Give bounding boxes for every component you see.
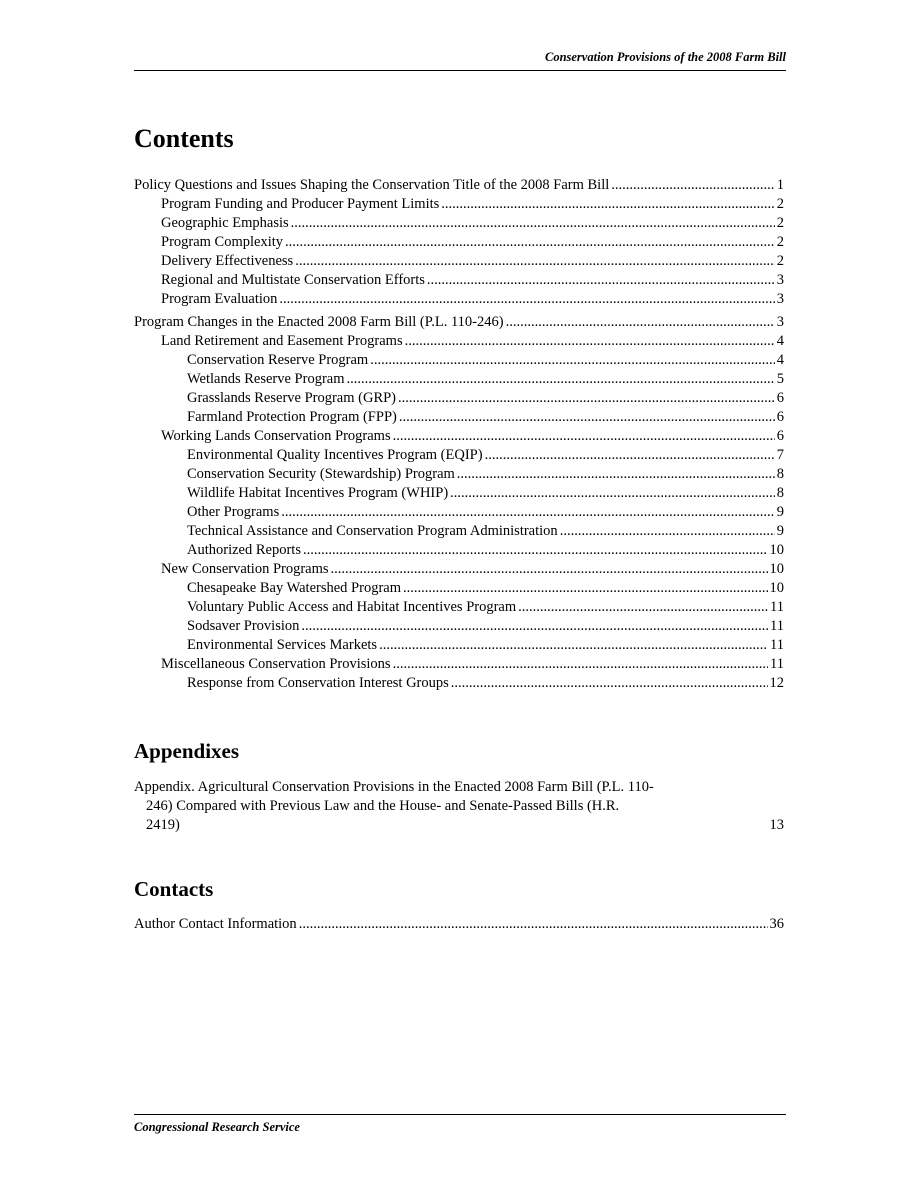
toc-entry[interactable] xyxy=(134,272,784,291)
contacts-list xyxy=(134,916,784,935)
toc-entry-title: Program Changes in the Enacted 2008 Farm Bill (P.L. 110-246) xyxy=(134,314,504,330)
page-number: 7 xyxy=(776,447,784,463)
toc-entry-title: Program Evaluation xyxy=(161,291,278,307)
page-number: 3 xyxy=(776,272,784,288)
toc-entry-title: Conservation Reserve Program xyxy=(187,352,369,368)
toc-entry-title: Miscellaneous Conservation Provisions xyxy=(161,656,391,672)
dot-leader xyxy=(301,618,768,635)
table-of-contents xyxy=(134,177,784,694)
dot-leader xyxy=(303,542,768,559)
dot-leader xyxy=(427,272,775,289)
page-number: 10 xyxy=(769,542,784,558)
toc-entry[interactable] xyxy=(134,618,784,637)
dot-leader xyxy=(506,314,775,331)
toc-entry-title: Program Funding and Producer Payment Limits xyxy=(161,196,440,212)
toc-entry-title: Response from Conservation Interest Groups xyxy=(187,675,449,691)
toc-entry-title: Wildlife Habitat Incentives Program (WHIP) xyxy=(187,485,449,501)
toc-entry[interactable] xyxy=(134,291,784,310)
toc-entry-title: Environmental Services Markets xyxy=(187,637,378,653)
appendix-entry-line: Appendix. Agricultural Conservation Provisions in the Enacted 2008 Farm Bill (P.L. 110- xyxy=(134,779,654,795)
toc-entry-title: Regional and Multistate Conservation Efforts xyxy=(161,272,425,288)
page-number: 11 xyxy=(770,618,784,634)
appendix-toc-entry[interactable] xyxy=(134,778,784,835)
toc-entry[interactable] xyxy=(134,390,784,409)
toc-entry[interactable] xyxy=(134,314,784,333)
toc-entry-title: Author Contact Information xyxy=(134,916,297,932)
toc-entry[interactable] xyxy=(134,466,784,485)
page-number: 4 xyxy=(776,333,784,349)
toc-entry-title: Chesapeake Bay Watershed Program xyxy=(187,580,401,596)
toc-entry[interactable] xyxy=(134,599,784,618)
toc-entry-title: Program Complexity xyxy=(161,234,284,250)
page-number: 13 xyxy=(769,817,784,833)
toc-entry-title: Sodsaver Provision xyxy=(187,618,300,634)
page-number: 4 xyxy=(776,352,784,368)
dot-leader xyxy=(393,428,775,445)
dot-leader xyxy=(279,291,774,308)
page-number: 9 xyxy=(776,504,784,520)
toc-entry[interactable] xyxy=(134,561,784,580)
page-number: 3 xyxy=(776,314,784,330)
toc-entry-title: Land Retirement and Easement Programs xyxy=(161,333,403,349)
toc-entry[interactable] xyxy=(134,447,784,466)
toc-entry[interactable] xyxy=(134,196,784,215)
dot-leader xyxy=(403,580,768,597)
page-number: 2 xyxy=(776,196,784,212)
page-number: 1 xyxy=(776,177,784,193)
appendix-entry-line: 246) Compared with Previous Law and the House- and Senate-Passed Bills (H.R. xyxy=(146,798,620,814)
dot-leader xyxy=(370,352,775,369)
appendix-entry-line: 2419) xyxy=(146,817,180,833)
toc-entry[interactable] xyxy=(134,352,784,371)
page-number: 8 xyxy=(776,485,784,501)
dot-leader xyxy=(291,215,775,232)
toc-entry[interactable] xyxy=(134,333,784,352)
toc-entry-title: Technical Assistance and Conservation Program Administration xyxy=(187,523,558,539)
toc-entry-title: Policy Questions and Issues Shaping the Conservation Title of the 2008 Farm Bill xyxy=(134,177,610,193)
page-number: 11 xyxy=(770,656,784,672)
toc-entry-title: Geographic Emphasis xyxy=(161,215,289,231)
toc-entry[interactable] xyxy=(134,675,784,694)
toc-entry-title: Wetlands Reserve Program xyxy=(187,371,345,387)
page-number: 9 xyxy=(776,523,784,539)
page-number: 11 xyxy=(770,637,784,653)
toc-entry-title: Voluntary Public Access and Habitat Incentives Program xyxy=(187,599,517,615)
dot-leader xyxy=(611,177,774,194)
appendixes-heading: Appendixes xyxy=(134,739,240,763)
page-number: 5 xyxy=(776,371,784,387)
dot-leader xyxy=(441,196,774,213)
dot-leader xyxy=(457,466,775,483)
dot-leader xyxy=(379,637,768,654)
dot-leader xyxy=(295,253,775,270)
toc-entry[interactable] xyxy=(134,637,784,656)
page-number: 12 xyxy=(769,675,784,691)
toc-entry[interactable] xyxy=(134,504,784,523)
dot-leader xyxy=(485,447,775,464)
page-number: 11 xyxy=(770,599,784,615)
page-number: 6 xyxy=(776,428,784,444)
toc-entry-title: Other Programs xyxy=(187,504,280,520)
page-number: 2 xyxy=(776,234,784,250)
dot-leader xyxy=(281,504,775,521)
dot-leader xyxy=(451,675,768,692)
dot-leader xyxy=(285,234,775,251)
toc-entry-title: Authorized Reports xyxy=(187,542,301,558)
dot-leader xyxy=(331,561,768,578)
page-number: 2 xyxy=(776,215,784,231)
toc-entry[interactable] xyxy=(134,215,784,234)
toc-entry[interactable] xyxy=(134,253,784,272)
toc-entry[interactable] xyxy=(134,428,784,447)
toc-entry[interactable] xyxy=(134,485,784,504)
dot-leader xyxy=(560,523,775,540)
dot-leader xyxy=(299,916,768,933)
page-number: 10 xyxy=(769,561,784,577)
toc-entry[interactable] xyxy=(134,523,784,542)
toc-entry[interactable] xyxy=(134,371,784,390)
toc-entry[interactable] xyxy=(134,177,784,196)
dot-leader xyxy=(450,485,775,502)
toc-entry-title: New Conservation Programs xyxy=(161,561,329,577)
toc-entry-title: Farmland Protection Program (FPP) xyxy=(187,409,397,425)
dot-leader xyxy=(518,599,768,616)
running-header: Conservation Provisions of the 2008 Farm Bill xyxy=(134,50,786,71)
page-number: 10 xyxy=(769,580,784,596)
toc-entry[interactable] xyxy=(134,234,784,253)
toc-entry-title: Working Lands Conservation Programs xyxy=(161,428,391,444)
toc-entry[interactable] xyxy=(134,580,784,599)
toc-entry[interactable] xyxy=(134,656,784,675)
toc-entry[interactable] xyxy=(134,409,784,428)
toc-entry[interactable] xyxy=(134,542,784,561)
toc-entry-title: Delivery Effectiveness xyxy=(161,253,294,269)
dot-leader xyxy=(393,656,768,673)
toc-entry[interactable] xyxy=(134,916,784,935)
contents-heading: Contents xyxy=(134,124,234,153)
page-number: 2 xyxy=(776,253,784,269)
dot-leader xyxy=(405,333,775,350)
toc-entry-title: Conservation Security (Stewardship) Program xyxy=(187,466,455,482)
page-number: 6 xyxy=(776,409,784,425)
running-footer: Congressional Research Service xyxy=(134,1114,786,1135)
toc-entry-title: Grasslands Reserve Program (GRP) xyxy=(187,390,397,406)
contacts-heading: Contacts xyxy=(134,877,214,901)
page-number: 3 xyxy=(776,291,784,307)
page-number: 8 xyxy=(776,466,784,482)
dot-leader xyxy=(346,371,774,388)
dot-leader xyxy=(399,409,775,426)
toc-entry-title: Environmental Quality Incentives Program (EQIP) xyxy=(187,447,483,463)
page-number: 36 xyxy=(769,916,784,932)
dot-leader xyxy=(398,390,775,407)
page-number: 6 xyxy=(776,390,784,406)
